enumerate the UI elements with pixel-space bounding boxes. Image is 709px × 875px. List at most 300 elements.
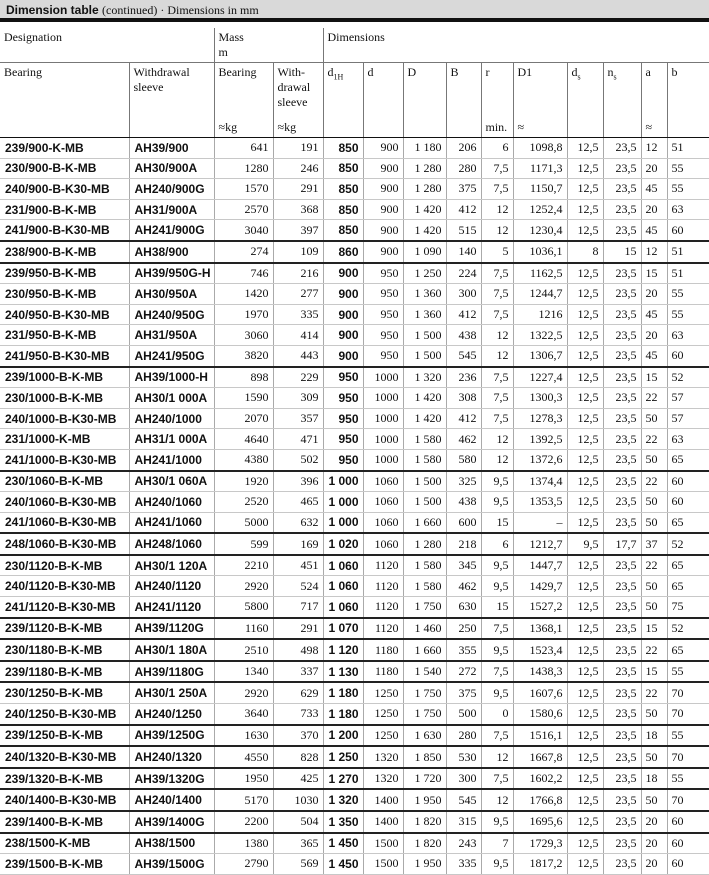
b-cell: 65 — [667, 555, 709, 576]
mass-sleeve-cell: 504 — [273, 811, 323, 833]
d-cell: 1400 — [363, 811, 403, 833]
mass-sleeve-cell: 397 — [273, 220, 323, 241]
r-cell: 9,5 — [481, 639, 513, 661]
d1h-cell: 1 250 — [323, 746, 363, 768]
sleeve-cell: AH240/1060 — [129, 492, 214, 513]
big-d-cell: 1 090 — [403, 241, 446, 263]
b-width-cell: 218 — [446, 533, 481, 555]
mass-bearing-cell: 2210 — [214, 555, 273, 576]
big-d-cell: 1 580 — [403, 555, 446, 576]
bearing-cell: 239/1400-B-K-MB — [0, 811, 129, 833]
d-cell: 950 — [363, 284, 403, 305]
bearing-cell: 241/1120-B-K30-MB — [0, 597, 129, 618]
ds-cell: 12,5 — [567, 388, 603, 409]
big-d-cell: 1 820 — [403, 833, 446, 854]
d-cell: 1250 — [363, 725, 403, 747]
ns-cell: 23,5 — [603, 220, 641, 241]
b-cell: 70 — [667, 704, 709, 725]
b-width-cell: 412 — [446, 304, 481, 325]
a-cell: 50 — [641, 746, 667, 768]
ds-cell: 12,5 — [567, 367, 603, 388]
b-width-cell: 236 — [446, 367, 481, 388]
a-cell: 20 — [641, 325, 667, 346]
d1h-cell: 1 180 — [323, 682, 363, 703]
d1-cell: 1372,6 — [513, 449, 567, 470]
d1h-cell: 850 — [323, 220, 363, 241]
bearing-cell: 239/900-K-MB — [0, 138, 129, 159]
a-cell: 18 — [641, 768, 667, 790]
table-row — [0, 746, 709, 768]
ns-cell: 15 — [603, 241, 641, 263]
ds-cell: 12,5 — [567, 138, 603, 159]
d1h-cell: 950 — [323, 367, 363, 388]
big-d-cell: 1 250 — [403, 263, 446, 284]
table-title: Dimension table — [6, 3, 99, 17]
ds-cell: 12,5 — [567, 471, 603, 492]
r-cell: 12 — [481, 325, 513, 346]
d1-cell: 1150,7 — [513, 179, 567, 200]
sleeve-cell: AH39/1180G — [129, 661, 214, 683]
ns-cell: 23,5 — [603, 555, 641, 576]
sleeve-cell: AH39/1500G — [129, 854, 214, 875]
ns-cell: 23,5 — [603, 704, 641, 725]
sleeve-column-header: Withdrawal sleeve — [129, 63, 214, 138]
dimensions-header: Dimensions — [323, 28, 709, 63]
r-cell: 9,5 — [481, 811, 513, 833]
bearing-cell: 230/1250-B-K-MB — [0, 682, 129, 703]
b-cell: 55 — [667, 768, 709, 790]
b-header: b — [667, 63, 709, 138]
ds-cell: 12,5 — [567, 811, 603, 833]
big-d-cell: 1 500 — [403, 325, 446, 346]
mass-sleeve-cell: 309 — [273, 388, 323, 409]
ns-cell: 23,5 — [603, 345, 641, 366]
mass-bearing-cell: 5800 — [214, 597, 273, 618]
a-cell: 18 — [641, 725, 667, 747]
bearing-cell: 248/1060-B-K30-MB — [0, 533, 129, 555]
d1h-cell: 900 — [323, 304, 363, 325]
table-row — [0, 241, 709, 263]
ns-cell: 23,5 — [603, 158, 641, 179]
d1-cell: 1162,5 — [513, 263, 567, 284]
table-row — [0, 576, 709, 597]
d1-cell: 1230,4 — [513, 220, 567, 241]
b-width-cell: 224 — [446, 263, 481, 284]
r-cell: 7,5 — [481, 768, 513, 790]
d-cell: 1060 — [363, 512, 403, 533]
d1-cell: 1527,2 — [513, 597, 567, 618]
d-cell: 900 — [363, 138, 403, 159]
ds-cell: 12,5 — [567, 220, 603, 241]
a-cell: 15 — [641, 367, 667, 388]
d1h-cell: 1 450 — [323, 854, 363, 875]
ns-cell: 23,5 — [603, 725, 641, 747]
sleeve-cell: AH38/1500 — [129, 833, 214, 854]
sleeve-cell: AH240/900G — [129, 179, 214, 200]
r-cell: 0 — [481, 704, 513, 725]
d-cell: 1000 — [363, 449, 403, 470]
sleeve-cell: AH241/1000 — [129, 449, 214, 470]
table-row — [0, 661, 709, 683]
a-cell: 50 — [641, 512, 667, 533]
table-row — [0, 138, 709, 159]
d1-cell: 1098,8 — [513, 138, 567, 159]
d-cell: 1060 — [363, 471, 403, 492]
sleeve-cell: AH248/1060 — [129, 533, 214, 555]
table-row — [0, 492, 709, 513]
bearing-cell: 239/1500-B-K-MB — [0, 854, 129, 875]
sleeve-cell: AH241/1060 — [129, 512, 214, 533]
d1h-cell: 900 — [323, 325, 363, 346]
table-row — [0, 555, 709, 576]
mass-bearing-cell: 2920 — [214, 576, 273, 597]
r-cell: 7,5 — [481, 158, 513, 179]
ds-header: $d_s$ — [567, 63, 603, 138]
r-cell: 12 — [481, 429, 513, 450]
d1-cell: 1252,4 — [513, 199, 567, 220]
d1h-cell: 1 120 — [323, 639, 363, 661]
mass-sleeve-cell: 443 — [273, 345, 323, 366]
table-title-bar — [0, 0, 709, 22]
r-cell: 15 — [481, 512, 513, 533]
b-cell: 70 — [667, 789, 709, 811]
b-cell: 63 — [667, 429, 709, 450]
b-width-cell: 243 — [446, 833, 481, 854]
mass-bearing-cell: 3040 — [214, 220, 273, 241]
big-d-cell: 1 420 — [403, 220, 446, 241]
d1h-cell: 1 180 — [323, 704, 363, 725]
ns-cell: 17,7 — [603, 533, 641, 555]
table-row — [0, 284, 709, 305]
ds-cell: 12,5 — [567, 618, 603, 640]
b-cell: 63 — [667, 199, 709, 220]
a-cell: 45 — [641, 345, 667, 366]
d1-cell: 1523,4 — [513, 639, 567, 661]
mass-bearing-cell: 1630 — [214, 725, 273, 747]
d1h-header: $d_{1H}$ — [323, 63, 363, 138]
mass-bearing-cell: 1280 — [214, 158, 273, 179]
table-row — [0, 833, 709, 854]
mass-sleeve-cell: 569 — [273, 854, 323, 875]
ds-cell: 12,5 — [567, 512, 603, 533]
b-width-cell: 345 — [446, 555, 481, 576]
mass-bearing-cell: 599 — [214, 533, 273, 555]
b-cell: 55 — [667, 661, 709, 683]
r-cell: 7,5 — [481, 388, 513, 409]
mass-sleeve-cell: 368 — [273, 199, 323, 220]
ds-cell: 12,5 — [567, 661, 603, 683]
table-row — [0, 199, 709, 220]
ds-cell: 12,5 — [567, 725, 603, 747]
dimension-table — [0, 28, 709, 875]
mass-sleeve-cell: 451 — [273, 555, 323, 576]
mass-bearing-cell: 746 — [214, 263, 273, 284]
ns-cell: 23,5 — [603, 179, 641, 200]
a-cell: 22 — [641, 388, 667, 409]
d1-cell: 1695,6 — [513, 811, 567, 833]
big-d-cell: 1 820 — [403, 811, 446, 833]
big-d-cell: 1 660 — [403, 639, 446, 661]
ds-cell: 12,5 — [567, 408, 603, 429]
d1h-cell: 950 — [323, 408, 363, 429]
mass-sleeve-cell: 396 — [273, 471, 323, 492]
sleeve-cell: AH30/950A — [129, 284, 214, 305]
ds-cell: 12,5 — [567, 704, 603, 725]
big-d-cell: 1 660 — [403, 512, 446, 533]
mass-sleeve-cell: 632 — [273, 512, 323, 533]
d-cell: 950 — [363, 325, 403, 346]
bearing-cell: 230/1060-B-K-MB — [0, 471, 129, 492]
bearing-cell: 241/1000-B-K30-MB — [0, 449, 129, 470]
ds-cell: 12,5 — [567, 263, 603, 284]
big-d-cell: 1 420 — [403, 388, 446, 409]
big-d-cell: 1 360 — [403, 304, 446, 325]
d-cell: 1250 — [363, 704, 403, 725]
d-header: d — [363, 63, 403, 138]
b-cell: 52 — [667, 533, 709, 555]
sleeve-cell: AH39/1000-H — [129, 367, 214, 388]
sleeve-cell: AH240/1120 — [129, 576, 214, 597]
d-cell: 1000 — [363, 388, 403, 409]
mass-bearing-cell: 3640 — [214, 704, 273, 725]
bearing-cell: 230/1180-B-K-MB — [0, 639, 129, 661]
ns-cell: 23,5 — [603, 789, 641, 811]
r-cell: 9,5 — [481, 576, 513, 597]
d1-cell: 1374,4 — [513, 471, 567, 492]
bearing-cell: 240/1120-B-K30-MB — [0, 576, 129, 597]
b-width-cell: 375 — [446, 179, 481, 200]
table-row — [0, 768, 709, 790]
mass-sleeve-cell: 246 — [273, 158, 323, 179]
b-width-cell: 500 — [446, 704, 481, 725]
mass-bearing-cell: 2790 — [214, 854, 273, 875]
mass-sleeve-cell: 365 — [273, 833, 323, 854]
d1-cell: 1300,3 — [513, 388, 567, 409]
b-cell: 60 — [667, 811, 709, 833]
table-row — [0, 345, 709, 366]
d1h-cell: 1 000 — [323, 471, 363, 492]
b-width-cell: 438 — [446, 325, 481, 346]
b-cell: 52 — [667, 618, 709, 640]
d1h-cell: 850 — [323, 199, 363, 220]
mass-sleeve-cell: 465 — [273, 492, 323, 513]
ns-cell: 23,5 — [603, 263, 641, 284]
mass-sleeve-cell: 471 — [273, 429, 323, 450]
d1-cell: 1438,3 — [513, 661, 567, 683]
b-width-cell: 280 — [446, 158, 481, 179]
d-cell: 1250 — [363, 682, 403, 703]
ds-cell: 12,5 — [567, 768, 603, 790]
sleeve-cell: AH31/950A — [129, 325, 214, 346]
mass-sleeve-cell: 109 — [273, 241, 323, 263]
d1-cell: 1817,2 — [513, 854, 567, 875]
mass-sleeve-cell: 1030 — [273, 789, 323, 811]
d1-cell: 1322,5 — [513, 325, 567, 346]
d1h-cell: 950 — [323, 388, 363, 409]
r-cell: 7,5 — [481, 661, 513, 683]
b-cell: 60 — [667, 492, 709, 513]
a-cell: 50 — [641, 704, 667, 725]
a-cell: 45 — [641, 220, 667, 241]
b-width-cell: 600 — [446, 512, 481, 533]
bearing-cell: 238/1500-K-MB — [0, 833, 129, 854]
d1h-cell: 1 320 — [323, 789, 363, 811]
d1h-cell: 1 060 — [323, 576, 363, 597]
mass-bearing-cell: 3060 — [214, 325, 273, 346]
d-cell: 1180 — [363, 661, 403, 683]
sleeve-cell: AH39/900 — [129, 138, 214, 159]
bearing-cell: 239/1000-B-K-MB — [0, 367, 129, 388]
d1h-cell: 1 060 — [323, 597, 363, 618]
d-cell: 900 — [363, 241, 403, 263]
mass-bearing-cell: 4550 — [214, 746, 273, 768]
mass-sleeve-cell: 502 — [273, 449, 323, 470]
b-cell: 60 — [667, 345, 709, 366]
mass-sleeve-cell: 229 — [273, 367, 323, 388]
a-cell: 22 — [641, 555, 667, 576]
big-d-cell: 1 850 — [403, 746, 446, 768]
b-width-cell: 462 — [446, 429, 481, 450]
table-row — [0, 471, 709, 492]
d1-cell: 1171,3 — [513, 158, 567, 179]
ns-cell: 23,5 — [603, 576, 641, 597]
ns-cell: 23,5 — [603, 304, 641, 325]
a-header: a ≈ — [641, 63, 667, 138]
table-row — [0, 639, 709, 661]
ns-cell: 23,5 — [603, 199, 641, 220]
mass-bearing-cell: 1970 — [214, 304, 273, 325]
sleeve-cell: AH39/1320G — [129, 768, 214, 790]
bearing-cell: 240/1250-B-K30-MB — [0, 704, 129, 725]
big-d-cell: 1 420 — [403, 199, 446, 220]
d1h-cell: 950 — [323, 429, 363, 450]
big-d-cell: 1 420 — [403, 408, 446, 429]
d1-cell: 1353,5 — [513, 492, 567, 513]
sleeve-cell: AH30/900A — [129, 158, 214, 179]
sleeve-cell: AH240/1250 — [129, 704, 214, 725]
sleeve-cell: AH241/900G — [129, 220, 214, 241]
ns-cell: 23,5 — [603, 682, 641, 703]
mass-bearing-cell: 1420 — [214, 284, 273, 305]
bearing-cell: 239/1250-B-K-MB — [0, 725, 129, 747]
ds-cell: 12,5 — [567, 449, 603, 470]
b-cell: 65 — [667, 576, 709, 597]
b-cell: 51 — [667, 241, 709, 263]
b-width-cell: 335 — [446, 854, 481, 875]
ns-cell: 23,5 — [603, 811, 641, 833]
ns-cell: 23,5 — [603, 661, 641, 683]
table-row — [0, 408, 709, 429]
mass-sleeve-cell: 337 — [273, 661, 323, 683]
b-width-cell: 515 — [446, 220, 481, 241]
b-width-cell: 412 — [446, 408, 481, 429]
mass-bearing-cell: 274 — [214, 241, 273, 263]
sleeve-cell: AH39/1250G — [129, 725, 214, 747]
mass-sleeve-cell: 169 — [273, 533, 323, 555]
mass-bearing-header: Bearing ≈kg — [214, 63, 273, 138]
mass-bearing-cell: 2200 — [214, 811, 273, 833]
ns-cell: 23,5 — [603, 833, 641, 854]
d1h-cell: 1 130 — [323, 661, 363, 683]
table-row — [0, 725, 709, 747]
b-cell: 75 — [667, 597, 709, 618]
d-cell: 1120 — [363, 618, 403, 640]
mass-bearing-cell: 1590 — [214, 388, 273, 409]
a-cell: 50 — [641, 449, 667, 470]
table-row — [0, 179, 709, 200]
table-row — [0, 597, 709, 618]
ns-cell: 23,5 — [603, 854, 641, 875]
b-cell: 60 — [667, 471, 709, 492]
a-cell: 50 — [641, 789, 667, 811]
r-cell: 7,5 — [481, 618, 513, 640]
big-d-cell: 1 460 — [403, 618, 446, 640]
bearing-cell: 230/900-B-K-MB — [0, 158, 129, 179]
a-cell: 22 — [641, 429, 667, 450]
bearing-cell: 230/1120-B-K-MB — [0, 555, 129, 576]
bearing-cell: 241/950-B-K30-MB — [0, 345, 129, 366]
d-cell: 900 — [363, 179, 403, 200]
d1-cell: 1227,4 — [513, 367, 567, 388]
r-cell: 7,5 — [481, 367, 513, 388]
r-cell: 5 — [481, 241, 513, 263]
mass-bearing-cell: 1920 — [214, 471, 273, 492]
bearing-cell: 241/900-B-K30-MB — [0, 220, 129, 241]
mass-bearing-cell: 5000 — [214, 512, 273, 533]
sleeve-cell: AH30/1 120A — [129, 555, 214, 576]
mass-bearing-cell: 898 — [214, 367, 273, 388]
mass-bearing-cell: 3820 — [214, 345, 273, 366]
d1h-cell: 900 — [323, 345, 363, 366]
d-cell: 1000 — [363, 429, 403, 450]
b-cell: 57 — [667, 408, 709, 429]
big-d-cell: 1 360 — [403, 284, 446, 305]
a-cell: 45 — [641, 179, 667, 200]
d1h-cell: 900 — [323, 263, 363, 284]
big-d-cell: 1 750 — [403, 682, 446, 703]
table-row — [0, 263, 709, 284]
big-d-cell: 1 500 — [403, 471, 446, 492]
ds-cell: 12,5 — [567, 597, 603, 618]
sleeve-cell: AH240/950G — [129, 304, 214, 325]
sleeve-cell: AH38/900 — [129, 241, 214, 263]
table-row — [0, 367, 709, 388]
designation-header: Designation — [0, 28, 214, 63]
ds-cell: 12,5 — [567, 158, 603, 179]
ns-cell: 23,5 — [603, 512, 641, 533]
b-width-cell: 272 — [446, 661, 481, 683]
b-width-cell: 545 — [446, 345, 481, 366]
ns-cell: 23,5 — [603, 768, 641, 790]
d-cell: 1320 — [363, 768, 403, 790]
big-d-cell: 1 950 — [403, 789, 446, 811]
ds-cell: 12,5 — [567, 576, 603, 597]
ds-cell: 12,5 — [567, 833, 603, 854]
b-width-cell: 412 — [446, 199, 481, 220]
d1-cell: 1607,6 — [513, 682, 567, 703]
bearing-cell: 239/1120-B-K-MB — [0, 618, 129, 640]
big-d-cell: 1 750 — [403, 704, 446, 725]
table-row — [0, 854, 709, 875]
mass-bearing-cell: 4380 — [214, 449, 273, 470]
b-width-cell: 630 — [446, 597, 481, 618]
a-cell: 15 — [641, 661, 667, 683]
mass-sleeve-cell: 291 — [273, 179, 323, 200]
b-width-cell: 300 — [446, 284, 481, 305]
r-cell: 6 — [481, 138, 513, 159]
mass-bearing-cell: 2520 — [214, 492, 273, 513]
b-cell: 65 — [667, 449, 709, 470]
